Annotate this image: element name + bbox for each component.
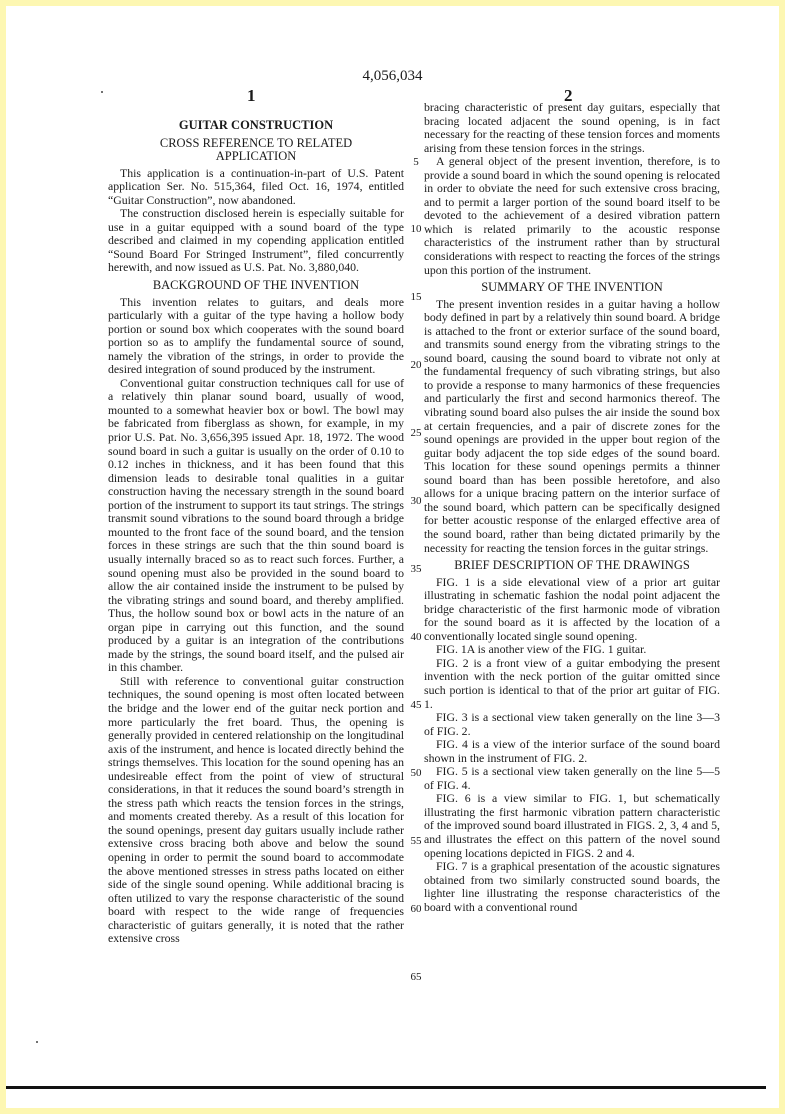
paragraph: FIG. 1A is another view of the FIG. 1 guitar. bbox=[436, 642, 647, 657]
paragraph: FIG. 3 is a sectional view taken generally on the line 3—3 of FIG. 2. bbox=[424, 710, 720, 738]
line-number: 25 bbox=[410, 427, 422, 439]
paragraph: FIG. 2 is a front view of a guitar embodying the present invention with the neck portion of the guitar omitted since such portion is identical to that of the prior art guitar of FIG. 1. bbox=[424, 655, 720, 711]
cross-reference-heading: CROSS REFERENCE TO RELATED APPLICATION bbox=[159, 135, 353, 164]
patent-page bbox=[6, 6, 779, 1108]
paragraph: The construction disclosed herein is especially suitable for use in a guitar equipped with a sound board of the type described and claimed in my copending application entitled “Sound Board For Stringed Instrument”, filed concurrently herewith, and now issued as U.S. Pat. No. 3,880,040. bbox=[108, 206, 404, 275]
drawings-heading: BRIEF DESCRIPTION OF THE DRAWINGS bbox=[454, 558, 690, 573]
line-number: 15 bbox=[410, 291, 422, 303]
line-number: 40 bbox=[410, 631, 422, 643]
left-column-number: 1 bbox=[247, 86, 256, 105]
line-number: 5 bbox=[413, 156, 419, 168]
line-number: 35 bbox=[410, 563, 422, 575]
paragraph: FIG. 5 is a sectional view taken generally on the line 5—5 of FIG. 4. bbox=[424, 764, 720, 792]
line-number: 10 bbox=[410, 223, 422, 235]
bottom-rule bbox=[6, 1086, 766, 1089]
line-number: 20 bbox=[410, 359, 422, 371]
paragraph: Still with reference to conventional guitar construction techniques, the sound opening is most often located between the bridge and the lower end of the guitar neck portion and more particularly the fret board. Thus, the opening is generally provided in centered relationship on the longitudinal axis of the instrument, and hence is located directly behind the strings themselves. This location for the sound opening has an undesireable effect from the point of view of structural considerations, in that it reduces the sound board’s strength in the stress path which reacts the tension forces in the strings, and moments created thereby. As a result of this location for the sound openings, present day guitars usually include rather extensive cross bracing both above and below the sound opening in order to permit the sound board to accommodate the above mentioned stresses in stress paths located on either side of the single sound opening. While additional bracing is often utilized to vary the response characteristic of the sound board with respect to the wide range of frequencies characteristic of guitars generally, it is noted that the rather extensive cross bbox=[108, 673, 404, 946]
line-number: 60 bbox=[410, 903, 422, 915]
paragraph: This application is a continuation-in-part of U.S. Patent application Ser. No. 515,364, filed Oct. 16, 1974, entitled “Guitar Construction”, now abandoned. bbox=[108, 165, 404, 207]
patent-number: 4,056,034 bbox=[362, 68, 423, 84]
line-number: 30 bbox=[410, 495, 422, 507]
line-number: 55 bbox=[410, 835, 422, 847]
line-number: 50 bbox=[410, 767, 422, 779]
background-heading: BACKGROUND OF THE INVENTION bbox=[152, 278, 360, 293]
paragraph: Conventional guitar construction techniques call for use of a relatively thin planar sound board, usually of wood, mounted to a somewhat heavier box or bowl. The bowl may be fabricated from fiberglass as shown, for example, in my prior U.S. Pat. No. 3,656,395 issued Apr. 18, 1972. The wood sound board in such a guitar is usually on the order of 0.10 to 0.12 inches in thickness, and it has been found that this dimension leads to desirable tonal qualities in a guitar construction having the necessary strength in the sound board portion of the instrument to support its taut strings. The strings transmit sound vibrations to the sound board through a bridge mounted to the front face of the sound board, and the tension forces in these strings are such that the thin sound board is usually internally braced so as to react such forces. Further, a sound opening must also be provided in the sound board to allow the air contained inside the instrument to be pulsed by the vibrating strings and sound board, and thereby amplified. Thus, the hollow sound box or bowl acts in the nature of an organ pipe in carrying out this function, and the sound produced by a guitar is an integration of the contributions made by the strings, the sound board itself, and the pulsed air in this chamber. bbox=[108, 375, 404, 675]
paragraph: FIG. 1 is a side elevational view of a prior art guitar illustrating in schematic fashion the nodal point adjacent the bridge characteristic of the first harmonic mode of vibration for the sound board as it is affected by the location of a conventionally located single sound opening. bbox=[424, 574, 720, 643]
paragraph: The present invention resides in a guitar having a hollow body defined in part by a relatively thin sound board. A bridge is attached to the front or exterior surface of the sound board, and transmits sound energy from the vibrating strings to the sound board, causing the sound board to vibrate not only at the fundamental frequency of such vibrating strings, but also to provide a response to many harmonics of these frequencies and particularly the first and second harmonics thereof. The vibrating sound board also pulses the air inside the sound box at certain frequencies, and a pair of discrete zones for the sound openings are provided in the upper bout region of the guitar body adjacent the top side edges of the sound board. This location for these sound openings permits a thinner sound board than has been possible heretofore, and also allows for a unique bracing pattern on the interior surface of the sound board, which pattern can be specifically designed for better acoustic response of the enlarged effective area of the sound board, rather than being dictated primarily by the necessity for reacting the tension forces in the guitar strings. bbox=[424, 296, 720, 555]
paragraph: FIG. 4 is a view of the interior surface of the sound board shown in the instrument of FIG. 2. bbox=[424, 737, 720, 765]
scan-speck bbox=[36, 1041, 38, 1043]
line-number: 45 bbox=[410, 699, 422, 711]
right-column bbox=[424, 101, 720, 914]
right-column-number: 2 bbox=[564, 86, 573, 105]
left-column bbox=[108, 115, 404, 946]
paragraph: bracing characteristic of present day guitars, especially that bracing located adjacent the sound opening, is in fact necessary for the reacting of these tension forces and moments arising from these tension forces in the strings. bbox=[424, 100, 720, 155]
paragraph: FIG. 6 is a view similar to FIG. 1, but schematically illustrating the first harmonic vibration pattern characteristic of the improved sound board illustrated in FIGS. 2, 3, 4 and 5, and illustrates the effect on this pattern of the novel sound opening locations depicted in FIGS. 2 and 4. bbox=[424, 791, 720, 860]
scan-speck bbox=[101, 91, 103, 93]
paragraph: FIG. 7 is a graphical presentation of the acoustic signatures obtained from two similarly constructed sound boards, the lighter line illustrating the response characteristics of the board with a conventional round bbox=[424, 859, 720, 914]
line-number: 65 bbox=[410, 971, 422, 983]
summary-heading: SUMMARY OF THE INVENTION bbox=[481, 280, 663, 295]
document-title: GUITAR CONSTRUCTION bbox=[178, 118, 334, 132]
paragraph: A general object of the present invention, therefore, is to provide a sound board in which the sound opening is relocated in order to obviate the need for such extensive cross bracing, and to permit a larger portion of the sound board itself to be devoted to the achievement of a desired vibration pattern which is related primarily to the acoustic response characteristics of the instrument rather than by structural considerations with respect to reacting the forces of the strings upon this portion of the instrument. bbox=[424, 154, 720, 277]
paragraph: This invention relates to guitars, and deals more particularly with a guitar of the type having a hollow body portion or sound box which cooperates with the sound board portion so as to amplify the fundamental source of sound, namely the vibration of the strings, in order to provide the desired integration of sound produced by the instrument. bbox=[108, 294, 404, 377]
